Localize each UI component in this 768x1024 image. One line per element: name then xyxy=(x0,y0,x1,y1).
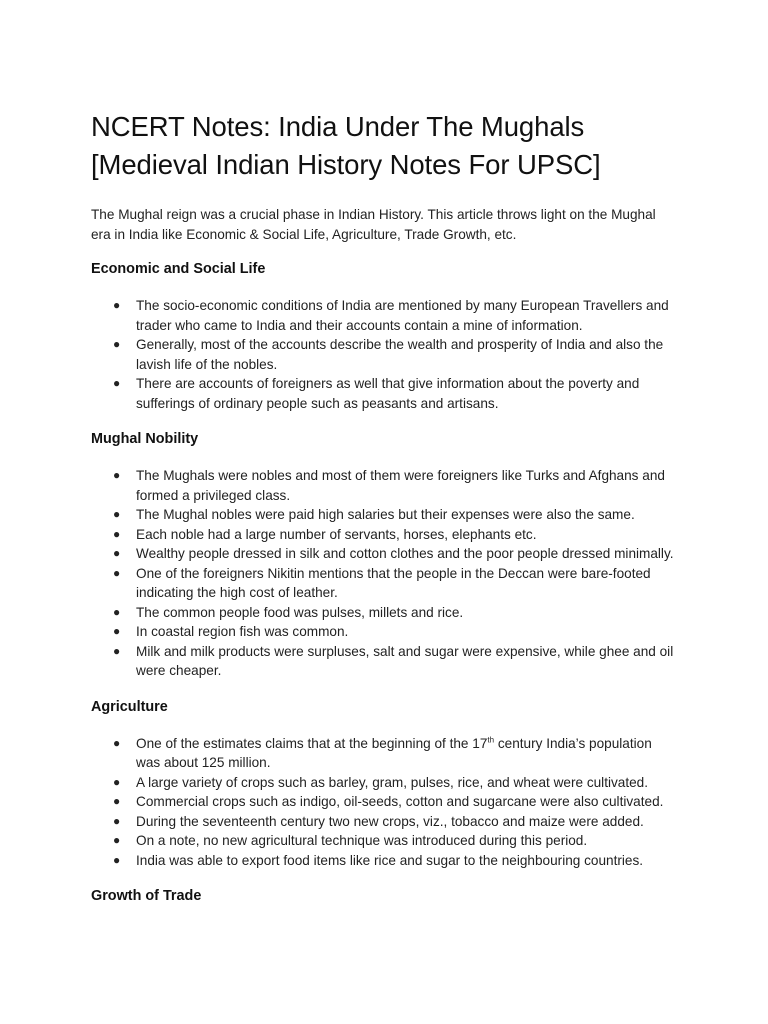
list-item-text: Commercial crops such as indigo, oil-seeds, cotton and sugarcane were also cultivated. xyxy=(136,794,664,809)
section-heading-agriculture: Agriculture xyxy=(91,698,168,715)
bullet-icon: ● xyxy=(113,468,121,482)
list-item-text-start: One of the estimates claims that at the beginning of the 17 xyxy=(136,735,488,751)
list-item-text: Generally, most of the accounts describe the wealth and prosperity of India and also the lavish life of the nobles. xyxy=(136,337,664,372)
list-item xyxy=(91,505,677,525)
section-heading-mughal-nobility: Mughal Nobility xyxy=(91,431,199,447)
bullet-icon: ● xyxy=(113,526,121,541)
bullet-icon: ● xyxy=(113,604,121,619)
bullet-icon: ● xyxy=(113,624,121,638)
superscript-th: th xyxy=(487,734,495,744)
list-item xyxy=(91,466,677,505)
bullet-icon: ● xyxy=(113,774,121,789)
list-item xyxy=(91,296,677,335)
list-item xyxy=(91,642,677,681)
bullet-icon: ● xyxy=(113,546,121,560)
list-item-text: During the seventeenth century two new crops, viz., tobacco and maize were added. xyxy=(136,813,644,829)
list-item-text: A large variety of crops such as barley, gram, pulses, rice, and wheat were cultivated. xyxy=(136,774,649,790)
economic-bullet-list xyxy=(91,296,677,413)
bullet-icon: ● xyxy=(113,643,121,658)
list-item xyxy=(91,792,677,812)
list-item-text: In coastal region fish was common. xyxy=(136,624,349,639)
list-item xyxy=(91,622,677,642)
list-item xyxy=(91,851,677,871)
section-heading-growth-of-trade: Growth of Trade xyxy=(91,888,202,904)
list-item-text: Wealthy people dressed in silk and cotton clothes and the poor people dressed minimally. xyxy=(136,546,674,561)
bullet-icon: ● xyxy=(113,337,121,351)
list-item-text: On a note, no new agricultural technique was introduced during this period. xyxy=(136,833,588,848)
list-item-text: One of the foreigners Nikitin mentions that the people in the Deccan were bare-footed indicating the high cost of leather. xyxy=(136,565,651,600)
bullet-icon: ● xyxy=(113,376,121,390)
section-heading-economic-social-life: Economic and Social Life xyxy=(91,261,266,277)
list-item xyxy=(91,812,677,832)
bullet-icon: ● xyxy=(113,852,121,867)
list-item xyxy=(91,831,677,851)
nobility-bullet-list xyxy=(91,466,677,681)
list-item xyxy=(91,525,677,545)
bullet-icon: ● xyxy=(113,813,121,828)
list-item xyxy=(91,734,677,773)
intro-paragraph: The Mughal reign was a crucial phase in Indian History. This article throws light on the Mughal era in India like Economic & Social Life, Agriculture, Trade Growth, etc. xyxy=(91,207,656,242)
list-item xyxy=(91,564,677,603)
bullet-icon: ● xyxy=(113,735,121,750)
list-item-text: The common people food was pulses, millets and rice. xyxy=(136,604,464,620)
bullet-icon: ● xyxy=(113,298,121,312)
bullet-icon: ● xyxy=(113,833,121,847)
list-item-text-end: century India’s population was about 125 million. xyxy=(136,735,652,770)
list-item-text: Milk and milk products were surpluses, salt and sugar were expensive, while ghee and oil were cheaper. xyxy=(136,643,674,678)
agriculture-bullet-list xyxy=(91,734,677,871)
bullet-icon: ● xyxy=(113,794,121,808)
list-item xyxy=(91,544,677,564)
list-item xyxy=(91,603,677,623)
list-item-text: There are accounts of foreigners as well that give information about the poverty and sufferings of ordinary people such as peasants and artisans. xyxy=(136,376,640,411)
list-item-text: India was able to export food items like rice and sugar to the neighbouring countries. xyxy=(136,852,644,868)
list-item xyxy=(91,773,677,793)
page-title: NCERT Notes: India Under The Mughals [Medieval Indian History Notes For UPSC] xyxy=(91,111,601,180)
list-item xyxy=(91,374,677,413)
list-item-text: Each noble had a large number of servants, horses, elephants etc. xyxy=(136,526,537,542)
bullet-icon: ● xyxy=(113,507,121,521)
list-item-text: The Mughals were nobles and most of them were foreigners like Turks and Afghans and formed a privileged class. xyxy=(136,468,665,503)
bullet-icon: ● xyxy=(113,565,121,580)
list-item xyxy=(91,335,677,374)
list-item-text: The socio-economic conditions of India are mentioned by many European Travellers and trader who came to India and their accounts contain a mine of information. xyxy=(136,298,669,333)
list-item-text: The Mughal nobles were paid high salaries but their expenses were also the same. xyxy=(136,507,635,522)
